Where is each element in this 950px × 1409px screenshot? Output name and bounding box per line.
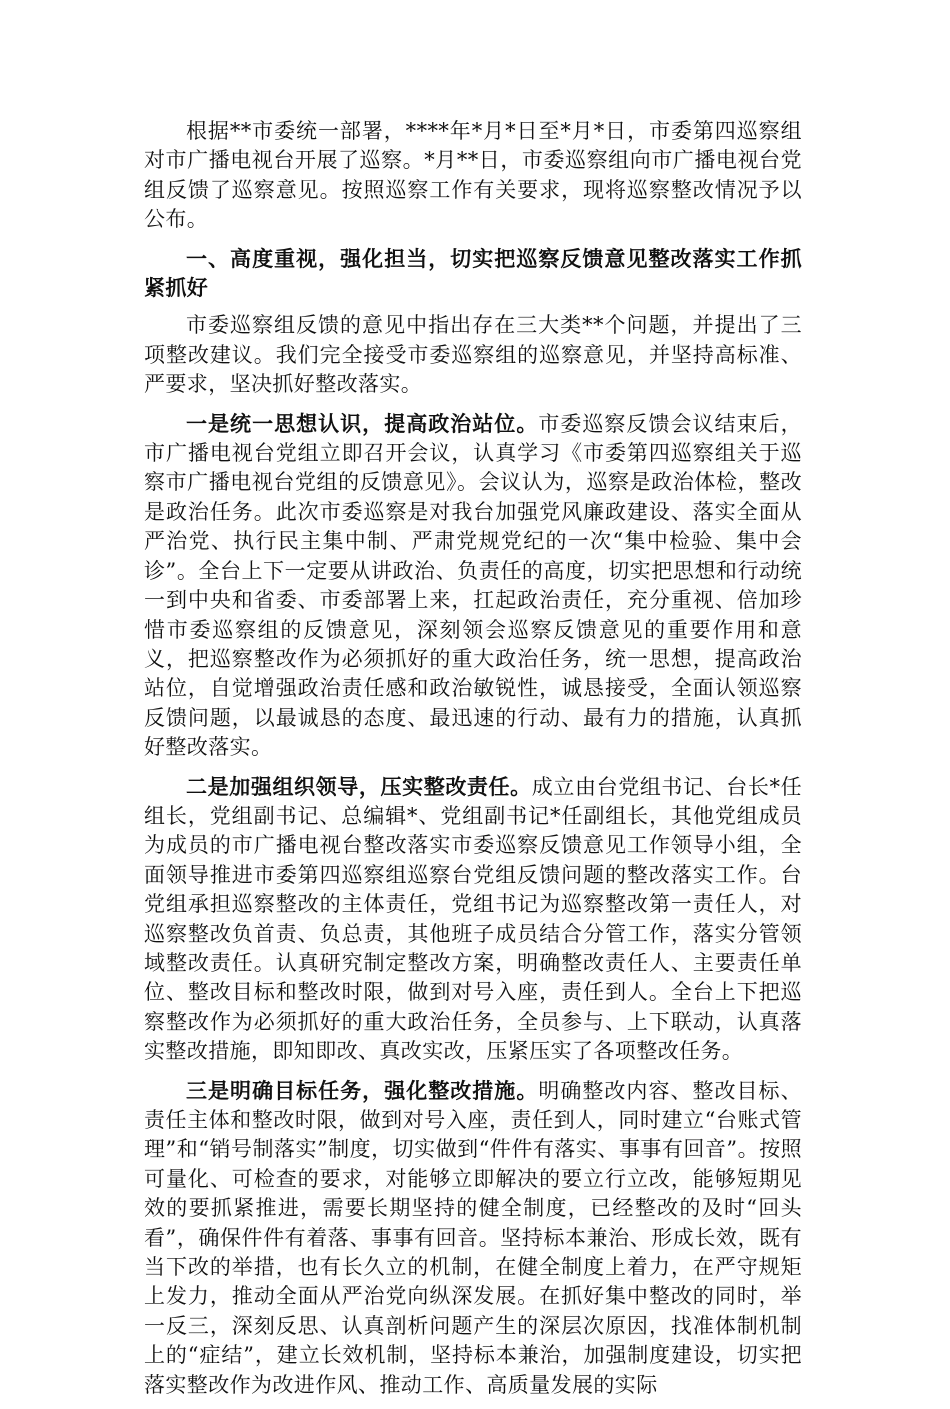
document-page bbox=[144, 117, 802, 1409]
section-summary-paragraph: 市委巡察组反馈的意见中指出存在三大类**个问题，并提出了三项整改建议。我们完全接受市委巡察组的巡察意见，并坚持高标准、严要求，坚决抓好整改落实。 bbox=[144, 313, 802, 397]
point-one-body: 市委巡察反馈会议结束后，市广播电视台党组立即召开会议，认真学习《市委第四巡察组关于巡察市广播电视台党组的反馈意见》。会议认为，巡察是政治体检，整改是政治任务。此次市委巡察是对我台加强党风廉政建设、落实全面从严治党、执行民主集中制、严肃党规党纪的一次“集中检验、集中会诊”。全台上下一定要从讲政治、负责任的高度，切实把思想和行动统一到中央和省委、市委部署上来，扛起政治责任，充分重视、倍加珍惜市委巡察组的反馈意见，深刻领会巡察反馈意见的重要作用和意义，把巡察整改作为必须抓好的重大政治任务，统一思想，提高政治站位，自觉增强政治责任感和政治敏锐性，诚恳接受，全面认领巡察反馈问题，以最诚恳的态度、最迅速的行动、最有力的措施，认真抓好整改落实。 bbox=[144, 411, 802, 760]
section-heading: 一、高度重视，强化担当，切实把巡察反馈意见整改落实工作抓紧抓好 bbox=[144, 245, 802, 301]
point-three-paragraph bbox=[144, 1076, 802, 1400]
point-three-lead: 三是明确目标任务，强化整改措施。 bbox=[186, 1077, 539, 1103]
intro-paragraph: 根据**市委统一部署，****年*月*日至*月*日，市委第四巡察组对市广播电视台开展了巡察。*月**日，市委巡察组向市广播电视台党组反馈了巡察意见。按照巡察工作有关要求，现将巡察整改情况予以公布。 bbox=[144, 119, 802, 232]
point-two-body: 成立由台党组书记、台长*任组长，党组副书记、总编辑*、党组副书记*任副组长，其他党组成员为成员的市广播电视台整改落实市委巡察反馈意见工作领导小组，全面领导推进市委第四巡察组巡察台党组反馈问题的整改落实工作。台党组承担巡察整改的主体责任，党组书记为巡察整改第一责任人，对巡察整改负首责、负总责，其他班子成员结合分管工作，落实分管领域整改责任。认真研究制定整改方案，明确整改责任人、主要责任单位、整改目标和整改时限，做到对号入座，责任到人。全台上下把巡察整改作为必须抓好的重大政治任务，全员参与、上下联动，认真落实整改措施，即知即改、真改实改，压紧压实了各项整改任务。 bbox=[144, 774, 802, 1064]
point-three-body: 明确整改内容、整改目标、责任主体和整改时限，做到对号入座，责任到人，同时建立“台账式管理”和“销号制落实”制度，切实做到“件件有落实、事事有回音”。按照可量化、可检查的要求，对能够立即解决的要立行立改，能够短期见效的要抓紧推进，需要长期坚持的健全制度，已经整改的及时“回头看”，确保件件有着落、事事有回音。坚持标本兼治、形成长效，既有当下改的举措，也有长久立的机制，在健全制度上着力，在严守规矩上发力，推动全面从严治党向纵深发展。在抓好集中整改的同时，举一反三，深刻反思、认真剖析问题产生的深层次原因，找准体制机制上的“症结”，建立长效机制，坚持标本兼治，加强制度建设，切实把落实整改作为改进作风、推动工作、高质量发展的实际 bbox=[144, 1078, 802, 1397]
point-one-paragraph bbox=[144, 409, 802, 763]
point-one-lead: 一是统一思想认识，提高政治站位。 bbox=[186, 410, 539, 436]
point-two-lead: 二是加强组织领导，压实整改责任。 bbox=[186, 773, 532, 799]
point-two-paragraph bbox=[144, 772, 802, 1067]
